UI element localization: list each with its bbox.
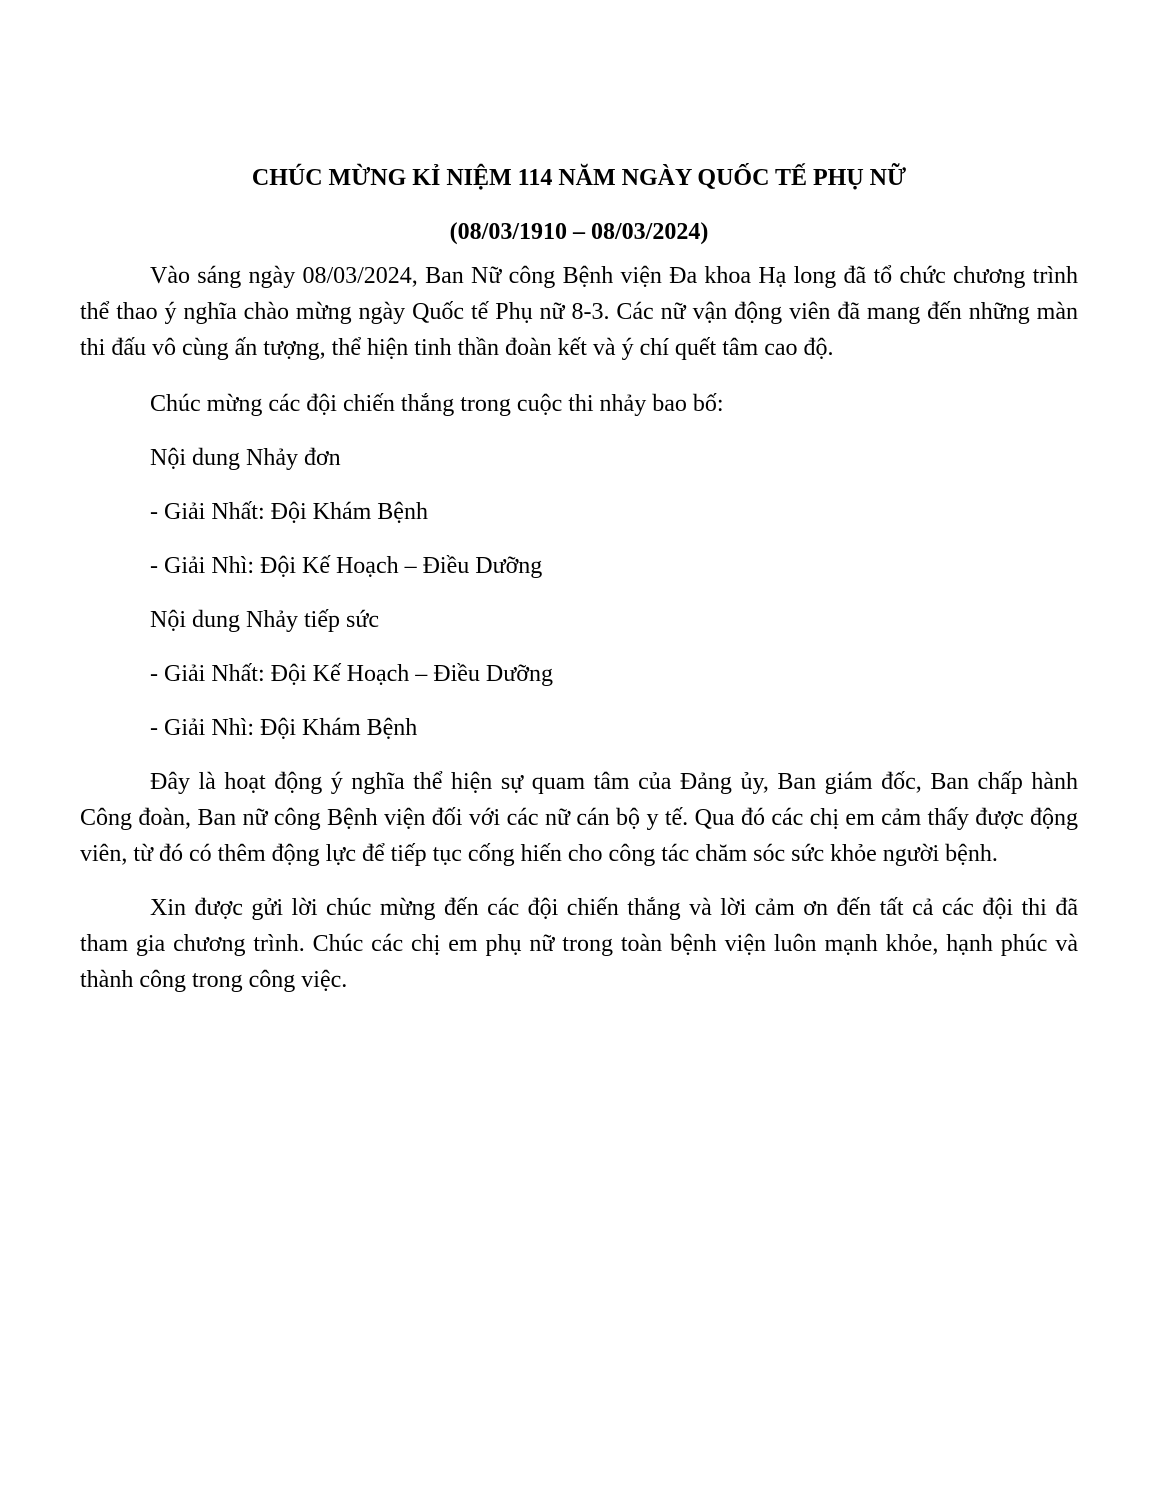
prize-line: - Giải Nhất: Đội Kế Hoạch – Điều Dưỡng [150,661,553,687]
prize-line: - Giải Nhất: Đội Khám Bệnh [150,499,428,525]
event-heading-relay-jump: Nội dung Nhảy tiếp sức [150,607,379,633]
event-heading-single-jump: Nội dung Nhảy đơn [150,445,341,471]
congrats-line: Chúc mừng các đội chiến thắng trong cuộc thi nhảy bao bố: [150,391,724,417]
document-title: CHÚC MỪNG KỈ NIỆM 114 NĂM NGÀY QUỐC TẾ PHỤ NỮ [251,165,907,191]
closing-paragraph-1: Đây là hoạt động ý nghĩa thể hiện sự quam tâm của Đảng ủy, Ban giám đốc, Ban chấp hành Công đoàn, Ban nữ công Bệnh viện đối với các nữ cán bộ y tế. Qua đó các chị em cảm thấy được động viên, từ đó có thêm động lực để tiếp tục cống hiến cho công tác chăm sóc sức khỏe người bệnh. [80,769,1078,867]
closing-paragraph-2: Xin được gửi lời chúc mừng đến các đội chiến thắng và lời cảm ơn đến tất cả các đội thi đã tham gia chương trình. Chúc các chị em phụ nữ trong toàn bệnh viện luôn mạnh khỏe, hạnh phúc và thành công trong công việc. [80,895,1078,993]
document-subtitle: (08/03/1910 – 08/03/2024) [449,219,709,245]
prize-line: - Giải Nhì: Đội Khám Bệnh [150,715,418,741]
document-body [80,160,1078,998]
intro-paragraph: Vào sáng ngày 08/03/2024, Ban Nữ công Bệnh viện Đa khoa Hạ long đã tổ chức chương trình thể thao ý nghĩa chào mừng ngày Quốc tế Phụ nữ 8-3. Các nữ vận động viên đã mang đến những màn thi đấu vô cùng ấn tượng, thể hiện tinh thần đoàn kết và ý chí quết tâm cao độ. [80,263,1078,361]
prize-line: - Giải Nhì: Đội Kế Hoạch – Điều Dưỡng [150,553,543,579]
